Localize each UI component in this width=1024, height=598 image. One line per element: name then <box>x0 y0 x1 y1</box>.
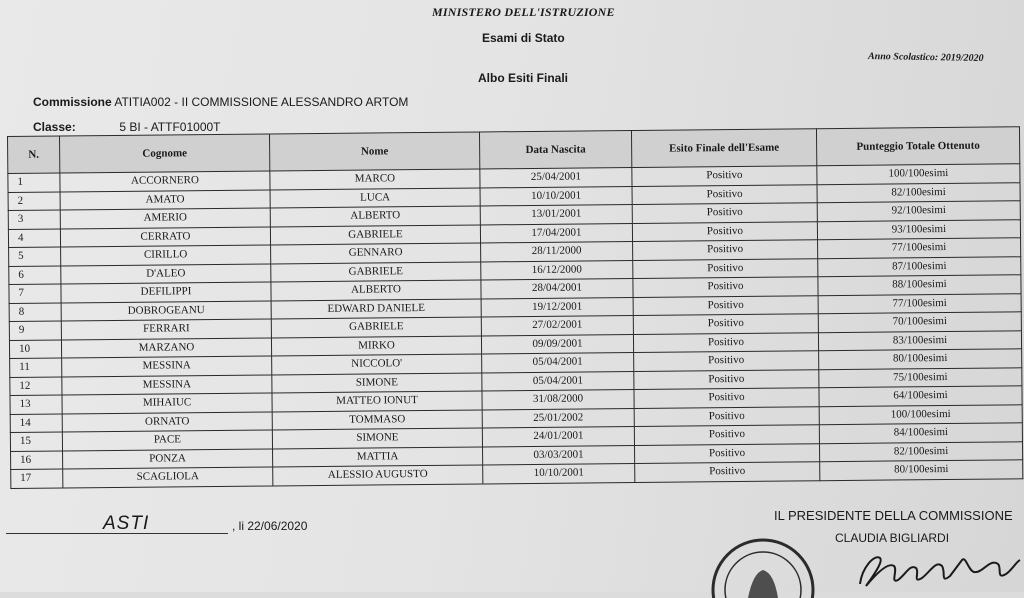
result-cell: Positivo <box>634 369 819 389</box>
document-title: Albo Esiti Finali <box>478 71 569 85</box>
row-number: 7 <box>9 284 61 303</box>
class-label: Classe: <box>33 120 76 134</box>
signature-icon <box>850 540 1024 592</box>
surname-cell: PACE <box>62 430 272 451</box>
name-cell: SIMONE <box>272 372 482 393</box>
table-body <box>8 164 1023 488</box>
surname-cell: SCAGLIOLA <box>63 467 273 488</box>
name-cell: SIMONE <box>272 428 482 449</box>
name-cell: MATTEO IONUT <box>272 391 482 412</box>
row-number: 3 <box>8 210 60 229</box>
name-cell: GENNARO <box>271 243 481 264</box>
result-cell: Positivo <box>633 314 818 334</box>
score-cell: 92/100esimi <box>817 201 1020 221</box>
score-cell: 93/100esimi <box>817 219 1020 239</box>
row-number: 4 <box>8 228 60 247</box>
score-cell: 70/100esimi <box>818 312 1021 332</box>
row-number: 12 <box>10 376 62 395</box>
commission-line <box>33 95 408 109</box>
name-cell: MIRKO <box>271 335 481 356</box>
commission-value: ATITIA002 - II COMMISSIONE ALESSANDRO ARTOM <box>114 95 409 109</box>
result-cell: Positivo <box>634 443 819 463</box>
birthdate-cell: 25/04/2001 <box>480 168 632 188</box>
president-title: IL PRESIDENTE DELLA COMMISSIONE <box>774 508 1013 523</box>
birthdate-cell: 17/04/2001 <box>480 223 632 243</box>
birthdate-cell: 24/01/2001 <box>482 426 634 446</box>
name-cell: NICCOLO' <box>272 354 482 375</box>
row-number: 16 <box>11 450 63 469</box>
place-handwritten: ASTI <box>103 513 150 534</box>
surname-cell: ACCORNERO <box>60 171 270 192</box>
score-cell: 77/100esimi <box>818 238 1021 258</box>
surname-cell: AMERIO <box>60 208 270 229</box>
president-name: CLAUDIA BIGLIARDI <box>835 531 950 545</box>
score-cell: 82/100esimi <box>819 441 1022 461</box>
result-cell: Positivo <box>634 406 819 426</box>
birthdate-cell: 25/01/2002 <box>482 408 634 428</box>
score-cell: 82/100esimi <box>817 182 1020 202</box>
score-cell: 80/100esimi <box>819 349 1022 369</box>
name-cell: LUCA <box>270 187 480 208</box>
result-cell: Positivo <box>635 462 820 482</box>
score-cell: 80/100esimi <box>820 460 1023 480</box>
score-cell: 77/100esimi <box>818 293 1021 313</box>
result-cell: Positivo <box>633 240 818 260</box>
score-cell: 83/100esimi <box>818 330 1021 350</box>
row-number: 5 <box>9 247 61 266</box>
name-cell: GABRIELE <box>270 224 480 245</box>
name-cell: MATTIA <box>273 446 483 467</box>
column-header: Cognome <box>60 134 270 173</box>
surname-cell: MESSINA <box>62 374 272 395</box>
birthdate-cell: 03/03/2001 <box>483 445 635 465</box>
result-cell: Positivo <box>633 277 818 297</box>
result-cell: Positivo <box>634 425 819 445</box>
result-cell: Positivo <box>634 351 819 371</box>
birthdate-cell: 10/10/2001 <box>480 186 632 206</box>
score-cell: 64/100esimi <box>819 386 1022 406</box>
row-number: 10 <box>9 339 61 358</box>
row-number: 13 <box>10 395 62 414</box>
class-value: 5 BI - ATTF01000T <box>119 120 221 134</box>
birthdate-cell: 10/10/2001 <box>483 463 635 483</box>
score-cell: 100/100esimi <box>819 404 1022 424</box>
result-cell: Positivo <box>633 332 818 352</box>
score-cell: 100/100esimi <box>817 164 1020 184</box>
surname-cell: AMATO <box>60 189 270 210</box>
ministry-title: MINISTERO DELL'ISTRUZIONE <box>432 5 615 19</box>
name-cell: EDWARD DANIELE <box>271 298 481 319</box>
name-cell: MARCO <box>270 169 480 190</box>
birthdate-cell: 31/08/2000 <box>482 389 634 409</box>
exam-title: Esami di Stato <box>482 31 565 45</box>
result-cell: Positivo <box>634 388 819 408</box>
surname-cell: DEFILIPPI <box>61 282 271 303</box>
commission-label: Commissione <box>33 95 112 109</box>
name-cell: TOMMASO <box>272 409 482 430</box>
results-table-wrapper <box>7 126 1022 488</box>
surname-cell: MIHAIUC <box>62 393 272 414</box>
score-cell: 87/100esimi <box>818 256 1021 276</box>
official-stamp-icon <box>708 528 818 598</box>
row-number: 2 <box>8 191 60 210</box>
row-number: 11 <box>10 358 62 377</box>
surname-cell: CIRILLO <box>61 245 271 266</box>
birthdate-cell: 19/12/2001 <box>481 297 633 317</box>
name-cell: ALBERTO <box>271 280 481 301</box>
result-cell: Positivo <box>632 166 817 186</box>
birthdate-cell: 09/09/2001 <box>481 334 633 354</box>
row-number: 14 <box>10 413 62 432</box>
score-cell: 88/100esimi <box>818 275 1021 295</box>
birthdate-cell: 16/12/2000 <box>481 260 633 280</box>
row-number: 15 <box>10 432 62 451</box>
birthdate-cell: 28/11/2000 <box>481 242 633 262</box>
result-cell: Positivo <box>632 203 817 223</box>
result-cell: Positivo <box>632 184 817 204</box>
school-year: Anno Scolastico: 2019/2020 <box>867 50 984 65</box>
row-number: 6 <box>9 265 61 284</box>
document-date: , li 22/06/2020 <box>232 519 308 533</box>
result-cell: Positivo <box>633 258 818 278</box>
birthdate-cell: 05/04/2001 <box>482 371 634 391</box>
row-number: 8 <box>9 302 61 321</box>
birthdate-cell: 13/01/2001 <box>480 205 632 225</box>
class-line <box>33 120 221 134</box>
column-header: Esito Finale dell'Esame <box>631 129 816 168</box>
results-table <box>7 126 1023 488</box>
score-cell: 75/100esimi <box>819 367 1022 387</box>
name-cell: GABRIELE <box>271 317 481 338</box>
row-number: 17 <box>11 469 63 488</box>
row-number: 9 <box>9 321 61 340</box>
score-cell: 84/100esimi <box>819 423 1022 443</box>
surname-cell: PONZA <box>63 448 273 469</box>
column-header: Punteggio Totale Ottenuto <box>816 127 1019 166</box>
birthdate-cell: 05/04/2001 <box>482 352 634 372</box>
column-header: Nome <box>269 132 479 171</box>
name-cell: ALBERTO <box>270 206 480 227</box>
surname-cell: ORNATO <box>62 411 272 432</box>
surname-cell: DOBROGEANU <box>61 300 271 321</box>
place-underline <box>6 533 228 534</box>
name-cell: GABRIELE <box>271 261 481 282</box>
birthdate-cell: 28/04/2001 <box>481 278 633 298</box>
surname-cell: D'ALEO <box>61 263 271 284</box>
row-number: 1 <box>8 173 60 192</box>
result-cell: Positivo <box>632 221 817 241</box>
birthdate-cell: 27/02/2001 <box>481 315 633 335</box>
surname-cell: MESSINA <box>62 356 272 377</box>
column-header: Data Nascita <box>479 131 631 169</box>
name-cell: ALESSIO AUGUSTO <box>273 465 483 486</box>
column-header: N. <box>8 136 60 173</box>
surname-cell: FERRARI <box>61 319 271 340</box>
result-cell: Positivo <box>633 295 818 315</box>
surname-cell: CERRATO <box>60 226 270 247</box>
surname-cell: MARZANO <box>61 337 271 358</box>
